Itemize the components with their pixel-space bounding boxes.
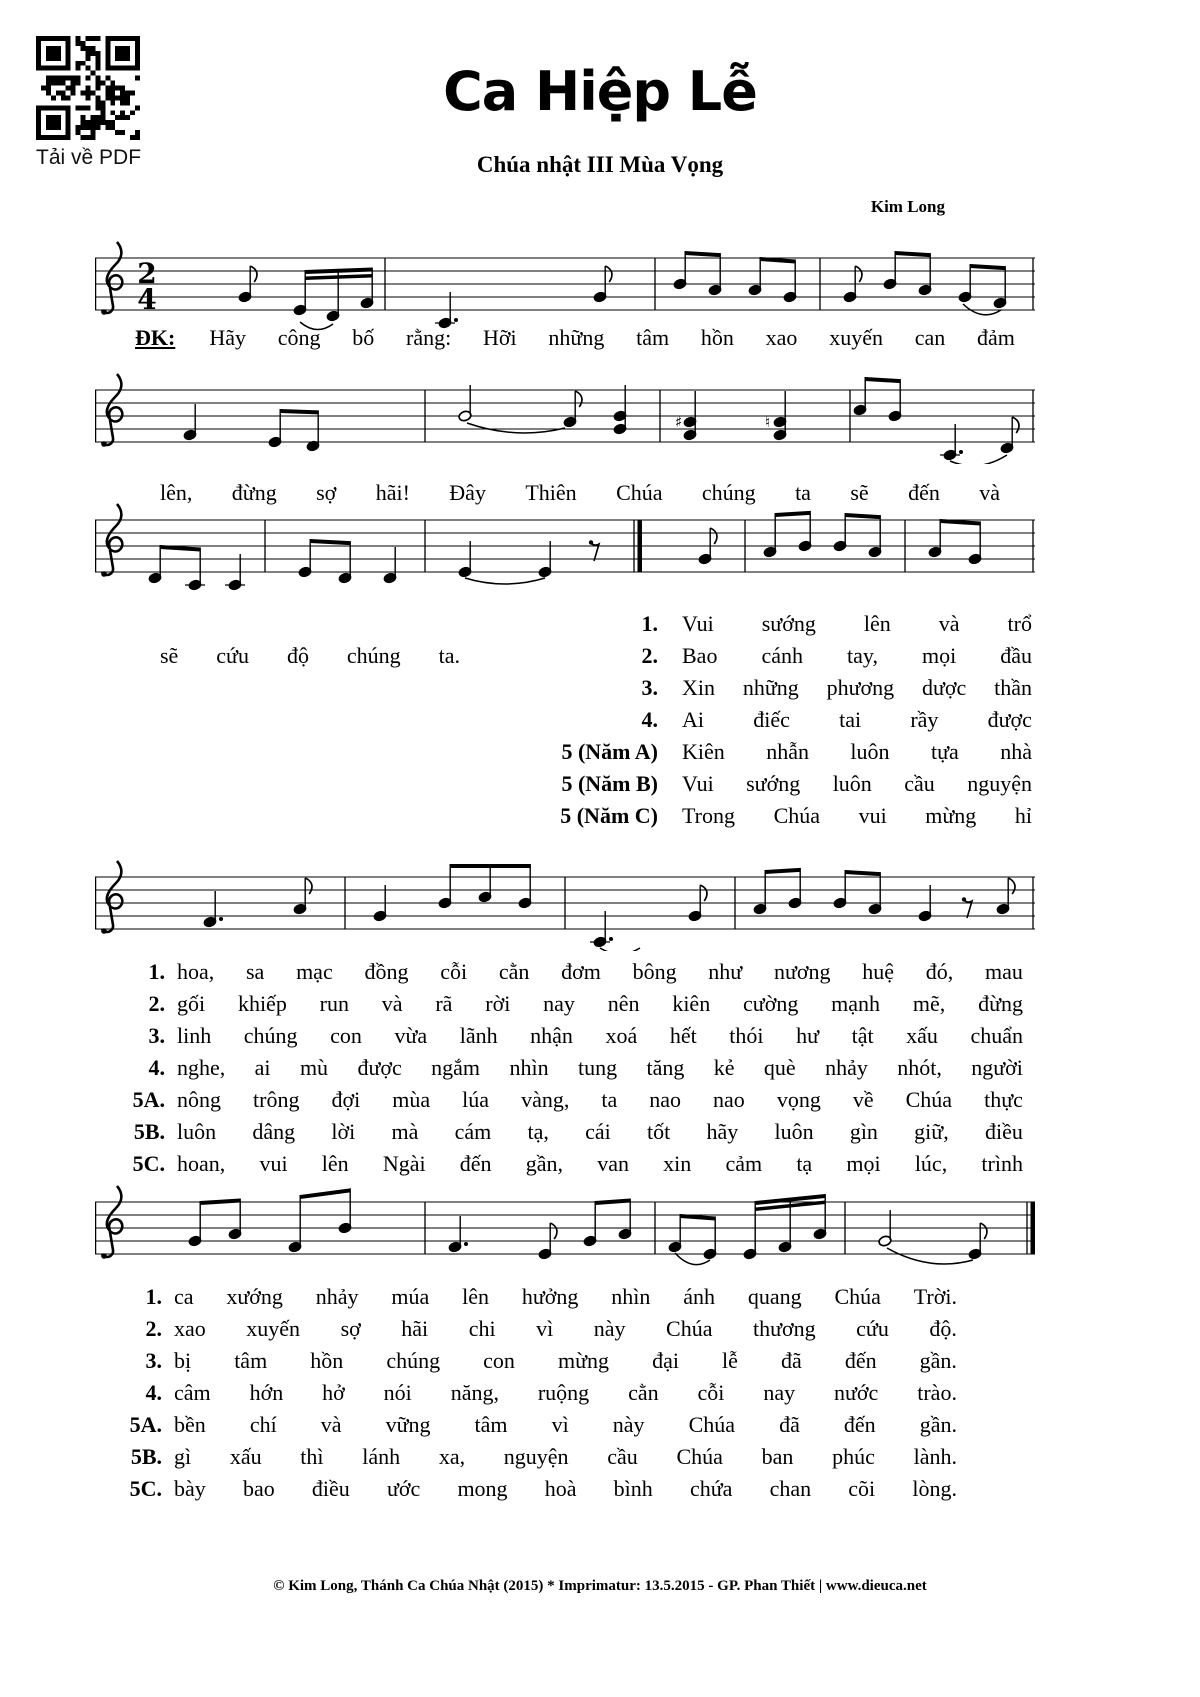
verse-number: 5 (Năm C) [560,803,658,828]
slur [465,578,545,584]
verse-number: 1. [148,959,165,984]
refrain-label: ĐK: [135,325,176,350]
download-pdf-label[interactable]: Tải về PDF [36,146,142,169]
verse-number: 4. [148,1055,165,1080]
verse-opening-row [540,676,1032,700]
time-signature-bottom: 4 [137,283,157,316]
verse-number: 5C. [132,1151,165,1176]
verse-ending-text: ca xướng nhảy múa lên hưởng nhìn ánh quang Chúa Trời. [174,1284,957,1309]
verse-opening-text: Trong Chúa vui mừng hỉ [682,803,1032,828]
refrain-line-3-row [160,644,460,668]
verse-middle-text: nông trông đợi mùa lúa vàng, ta nao nao vọng về Chúa thực [177,1087,1023,1112]
refrain-line-2: lên, đừng sợ hãi! Đây Thiên Chúa chúng ta sẽ đến và [160,480,1000,505]
verse-opening-row [540,772,1032,796]
verse-ending-row [105,1285,957,1309]
verse-number: 4. [641,707,658,732]
verse-middle-row [108,1024,1023,1048]
verse-ending-text: bền chí và vững tâm vì này Chúa đã đến gần. [174,1412,957,1437]
verse-middle-row [108,992,1023,1016]
verse-middle-row [108,960,1023,984]
refrain-line-1: Hãy công bố rằng: Hỡi những tâm hồn xao xuyến can đảm [209,325,1015,350]
verse-opening-row [540,740,1032,764]
treble-clef-icon [102,1186,122,1257]
staff-1 [95,236,1035,332]
page-subtitle: Chúa nhật III Mùa Vọng [476,152,724,177]
treble-clef-icon [102,504,122,575]
verse-number: 5C. [129,1476,162,1501]
verse-ending-row [105,1317,957,1341]
slur [950,455,1007,464]
verse-middle-row [108,1120,1023,1144]
verse-opening-text: Vui sướng lên và trổ [682,611,1032,636]
verse-number: 2. [145,1316,162,1341]
verse-middle-row [108,1152,1023,1176]
refrain-line-1-row [135,326,1015,350]
staff-2 [95,368,1035,464]
verse-opening-text: Xin những phương dược thần [682,675,1032,700]
verse-middle-row [108,1056,1023,1080]
verse-ending-row [105,1477,957,1501]
verse-middle-text: luôn dâng lời mà cám tạ, cái tốt hãy luôn gìn giữ, điều [177,1119,1023,1144]
treble-clef-icon [102,374,122,445]
eighth-rest [590,542,599,561]
verse-number: 1. [145,1284,162,1309]
page-title: Ca Hiệp Lễ [443,60,757,123]
composer-name: Kim Long [870,197,945,216]
verse-ending-text: bị tâm hồn chúng con mừng đại lễ đã đến gần. [174,1348,957,1373]
refrain-line-2-row [160,481,1000,505]
treble-clef-icon [102,861,122,932]
verse-ending-row [105,1381,957,1405]
verse-middle-text: gối khiếp run và rã rời nay nên kiên cường mạnh mẽ, đừng [177,991,1023,1016]
verse-middle-text: hoa, sa mạc đồng cỗi cằn đơm bông như nương huệ đó, mau [177,959,1023,984]
verse-number: 5 (Năm A) [561,739,658,764]
verse-ending-row [105,1413,957,1437]
verse-ending-text: gì xấu thì lánh xa, nguyện cầu Chúa ban phúc lành. [174,1444,957,1469]
verse-middle-text: nghe, ai mù được ngắm nhìn tung tăng kẻ què nhảy nhót, người [177,1055,1023,1080]
verse-middle-text: hoan, vui lên Ngài đến gần, van xin cảm tạ mọi lúc, trình [177,1151,1023,1176]
verse-number: 5B. [133,1119,165,1144]
verse-opening-row [540,804,1032,828]
staff-5 [95,1180,1035,1276]
verse-opening-text: Ai điếc tai rầy được [682,707,1032,732]
accidental: ♯ [675,413,683,431]
accidental: ♮ [765,413,771,431]
verse-ending-row [105,1445,957,1469]
verse-number: 5B. [130,1444,162,1469]
verse-number: 1. [641,611,658,636]
verse-number: 3. [145,1348,162,1373]
treble-clef-icon [102,242,122,313]
eighth-rest [963,899,972,918]
verse-ending-row [105,1349,957,1373]
verse-number: 2. [641,643,658,668]
slur [600,948,640,951]
verse-ending-text: câm hớn hở nói năng, ruộng cằn cỗi nay nước trào. [174,1380,957,1405]
staff-3 [95,498,1035,594]
verse-number: 3. [148,1023,165,1048]
verse-middle-text: linh chúng con vừa lãnh nhận xoá hết thói hư tật xấu chuẩn [177,1023,1023,1048]
verse-opening-text: Kiên nhẫn luôn tựa nhà [682,739,1032,764]
copyright-footer: © Kim Long, Thánh Ca Chúa Nhật (2015) * Imprimatur: 13.5.2015 - GP. Phan Thiết | www.dieuca.net [273,1578,927,1594]
verse-number: 3. [641,675,658,700]
slur [887,1248,973,1264]
verse-number: 4. [145,1380,162,1405]
verse-opening-row [540,644,1032,668]
verse-middle-row [108,1088,1023,1112]
verse-number: 5A. [132,1087,165,1112]
verse-ending-text: xao xuyến sợ hãi chi vì này Chúa thương cứu độ. [174,1316,957,1341]
verse-opening-text: Bao cánh tay, mọi đầu [682,643,1032,668]
verse-number: 5 (Năm B) [561,771,658,796]
verse-opening-row [540,708,1032,732]
time-signature-top: 2 [137,257,157,290]
slur [467,423,565,433]
verse-ending-text: bày bao điều ước mong hoà bình chứa chan cõi lòng. [174,1476,957,1501]
verse-number: 2. [148,991,165,1016]
refrain-line-3: sẽ cứu độ chúng ta. [160,643,460,668]
verse-opening-row [540,612,1032,636]
verse-opening-text: Vui sướng luôn cầu nguyện [682,771,1032,796]
staff-4 [95,855,1035,951]
verse-number: 5A. [129,1412,162,1437]
